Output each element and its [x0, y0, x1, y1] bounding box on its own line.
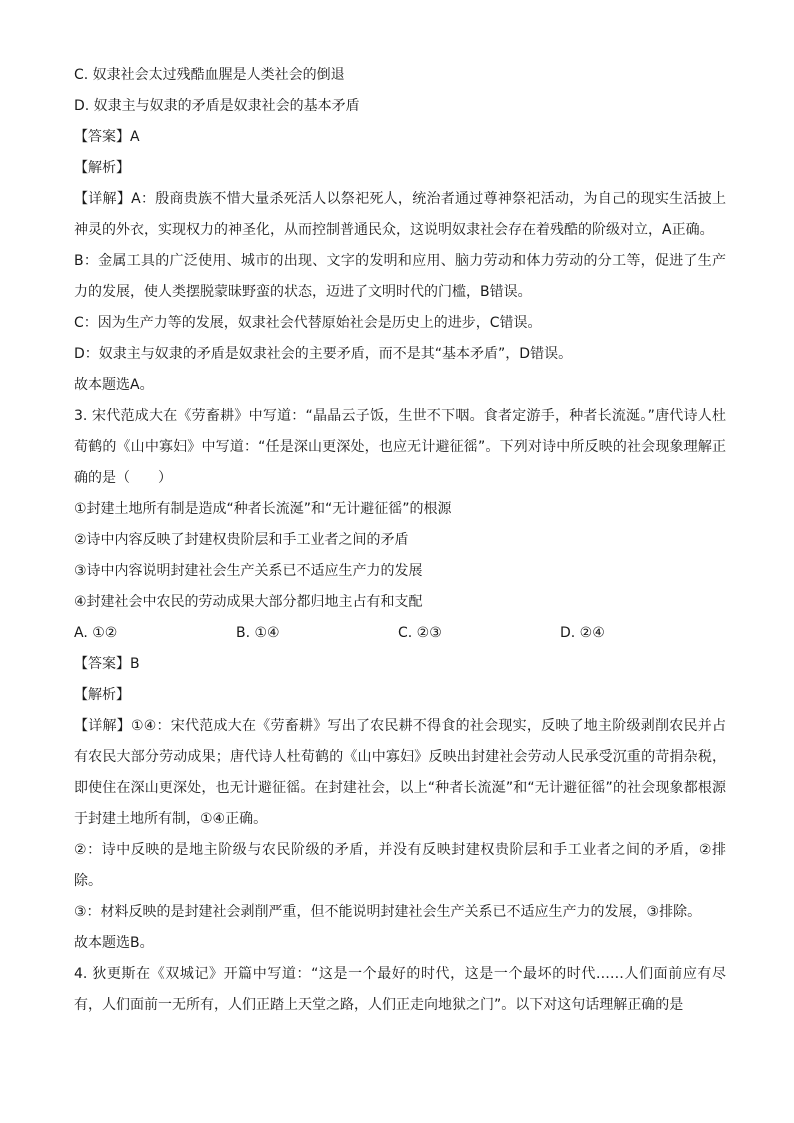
- statement-4: ④封建社会中农民的劳动成果大部分都归地主占有和支配: [74, 594, 423, 610]
- option-a: A. ①②: [74, 625, 118, 641]
- explanation-d: D：奴隶主与奴隶的矛盾是奴隶社会的主要矛盾，而不是其“基本矛盾”，D错误。: [74, 346, 573, 362]
- explanation-c: C：因为生产力等的发展，奴隶社会代替原始社会是历史上的进步，C错误。: [74, 315, 542, 331]
- document-page: [74, 60, 726, 1021]
- question-4-stem: 4. 狄更斯在《双城记》开篇中写道：“这是一个最好的时代，这是一个最坏的时代……人们面前应有尽有，人们面前一无所有，人们正踏上天堂之路，人们正走向地狱之门”。以下对这句话理解正确的是: [74, 966, 726, 1013]
- option-c: C. 奴隶社会太过残酷血腥是人类社会的倒退: [74, 67, 345, 83]
- option-d: D. ②④: [560, 625, 605, 641]
- explanation-3: ③：材料反映的是封建社会剥削严重，但不能说明封建社会生产关系已不适应生产力的发展，③排除。: [74, 904, 702, 920]
- statement-2: ②诗中内容反映了封建权贵阶层和手工业者之间的矛盾: [74, 532, 409, 548]
- conclusion: 故本题选B。: [74, 935, 154, 951]
- question-3-stem: 3. 宋代范成大在《劳畜耕》中写道：“晶晶云子饭，生世不下咽。食者定游手，种者长流涎。”唐代诗人杜荀鹤的《山中寡妇》中写道：“任是深山更深处，也应无计避征徭”。下列对诗中所反映的社会现象理解正确的是（ ）: [74, 408, 726, 486]
- option-d: D. 奴隶主与奴隶的矛盾是奴隶社会的基本矛盾: [74, 98, 360, 114]
- analysis-label: 【解析】: [74, 687, 130, 703]
- answer-label: 【答案】A: [74, 129, 140, 145]
- answer-options: [74, 618, 726, 649]
- conclusion: 故本题选A。: [74, 377, 154, 393]
- detail-paragraph: 【详解】①④：宋代范成大在《劳畜耕》写出了农民耕不得食的社会现实，反映了地主阶级剥削农民并占有农民大部分劳动成果；唐代诗人杜荀鹤的《山中寡妇》反映出封建社会劳动人民承受沉重的苛捐杂税，即使住在深山更深处，也无计避征徭。在封建社会，以上“种者长流涎”和“无计避征徭”的社会现象都根源于封建土地所有制，①④正确。: [74, 718, 726, 827]
- option-b: B. ①④: [236, 625, 280, 641]
- option-c: C. ②③: [398, 625, 442, 641]
- answer-label: 【答案】B: [74, 656, 140, 672]
- explanation-2: ②：诗中反映的是地主阶级与农民阶级的矛盾，并没有反映封建权贵阶层和手工业者之间的矛盾，②排除。: [74, 842, 726, 889]
- statement-1: ①封建土地所有制是造成“种者长流涎”和“无计避征徭”的根源: [74, 501, 452, 517]
- analysis-label: 【解析】: [74, 160, 130, 176]
- explanation-b: B：金属工具的广泛使用、城市的出现、文字的发明和应用、脑力劳动和体力劳动的分工等，促进了生产力的发展，使人类摆脱蒙昧野蛮的状态，迈进了文明时代的门槛，B错误。: [74, 253, 726, 300]
- detail-paragraph: 【详解】A：殷商贵族不惜大量杀死活人以祭祀死人，统治者通过尊神祭祀活动，为自己的现实生活披上神灵的外衣，实现权力的神圣化，从而控制普通民众，这说明奴隶社会存在着残酷的阶级对立，A正确。: [74, 191, 726, 238]
- statement-3: ③诗中内容说明封建社会生产关系已不适应生产力的发展: [74, 563, 423, 579]
